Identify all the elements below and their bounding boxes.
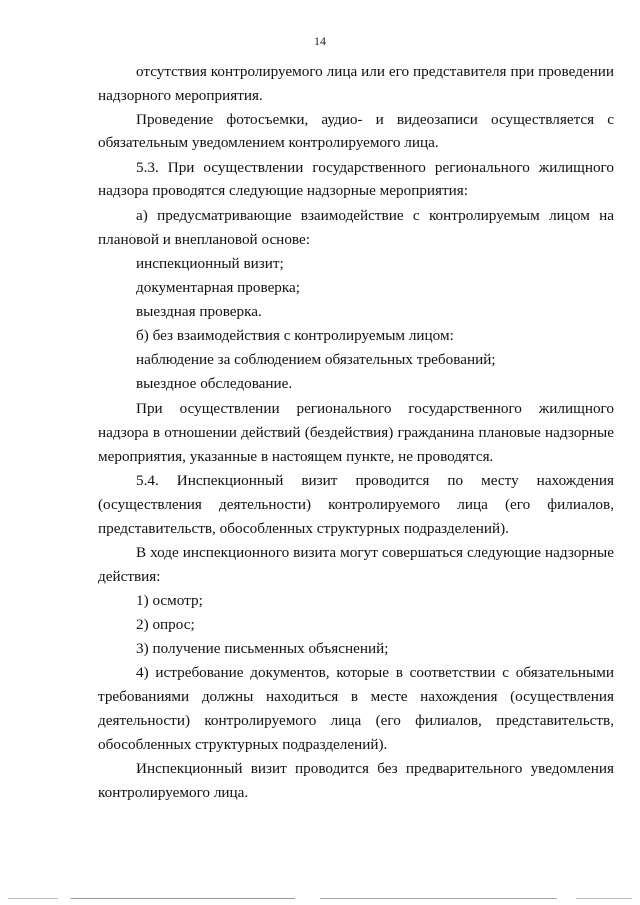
text-line: действия: [98, 568, 161, 585]
text-line: 5.3. При осуществлении государственного регионального жилищного [136, 159, 614, 176]
text-line: надзора в отношении действий (бездействия) гражданина плановые надзорные [98, 424, 614, 441]
text-line: надзора проводятся следующие надзорные мероприятия: [98, 182, 468, 199]
text-line: наблюдение за соблюдением обязательных требований; [136, 351, 496, 368]
text-line: требованиями должны находиться в месте нахождения (осуществления [98, 688, 614, 705]
text-line: а) предусматривающие взаимодействие с контролируемым лицом на [136, 207, 614, 224]
text-line: надзорного мероприятия. [98, 87, 263, 104]
text-line: б) без взаимодействия с контролируемым лицом: [136, 327, 454, 344]
text-line: В ходе инспекционного визита могут совершаться следующие надзорные [136, 544, 614, 561]
text-line: обособленных структурных подразделений). [98, 736, 388, 753]
text-line: плановой и внеплановой основе: [98, 231, 310, 248]
scan-bottom-edge [8, 898, 632, 899]
text-line: Инспекционный визит проводится без предварительного уведомления [136, 760, 614, 777]
text-line: 1) осмотр; [136, 592, 203, 609]
text-line: деятельности) контролируемого лица (его филиалов, представительств, [98, 712, 614, 729]
text-line: (осуществления деятельности) контролируемого лица (его филиалов, [98, 496, 614, 513]
text-line: инспекционный визит; [136, 255, 284, 272]
text-line: обязательным уведомлением контролируемого лица. [98, 134, 439, 151]
text-line: Проведение фотосъемки, аудио- и видеозаписи осуществляется с [136, 111, 614, 128]
text-line: документарная проверка; [136, 279, 301, 296]
text-line: 4) истребование документов, которые в соответствии с обязательными [136, 664, 614, 681]
text-line: 3) получение письменных объяснений; [136, 640, 389, 657]
text-line: представительств, обособленных структурных подразделений). [98, 520, 509, 537]
text-line: контролируемого лица. [98, 784, 249, 801]
text-line: 5.4. Инспекционный визит проводится по месту нахождения [136, 472, 614, 489]
text-line: выездное обследование. [136, 375, 293, 392]
page-number: 14 [314, 34, 326, 48]
text-line: мероприятия, указанные в настоящем пункте, не проводятся. [98, 448, 494, 465]
text-line: выездная проверка. [136, 303, 262, 320]
text-line: 2) опрос; [136, 616, 195, 633]
text-line: При осуществлении регионального государственного жилищного [136, 400, 614, 417]
text-line: отсутствия контролируемого лица или его представителя при проведении [136, 63, 614, 80]
